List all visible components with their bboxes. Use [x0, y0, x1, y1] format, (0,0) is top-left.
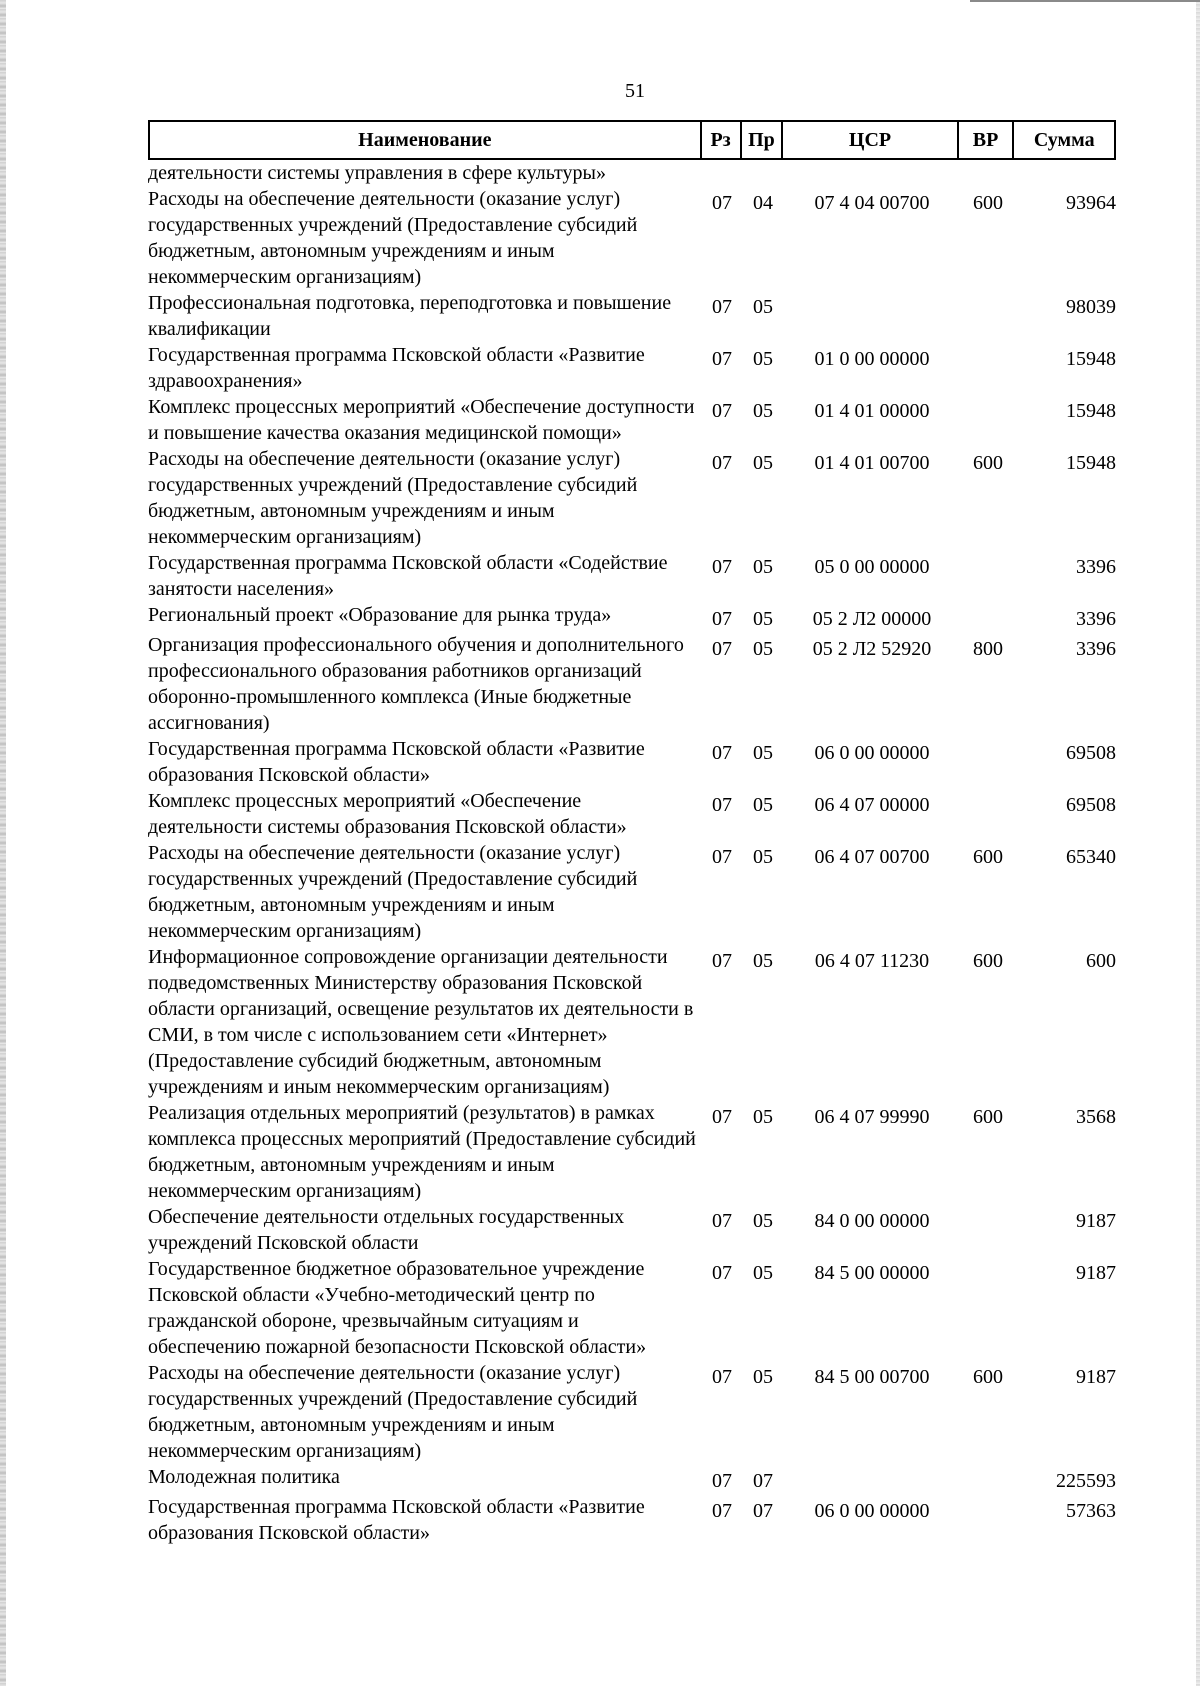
cell-vr: 600 — [973, 192, 1003, 214]
cell-name: Молодежная политика — [148, 1466, 340, 1488]
cell-vr — [960, 160, 1016, 186]
cell-vr — [960, 788, 1016, 840]
cell-pr: 05 — [753, 1366, 773, 1388]
cell-csr: 06 4 07 00000 — [814, 794, 930, 816]
cell-sum: 3396 — [1076, 556, 1116, 578]
cell-vr: 600 — [973, 950, 1003, 972]
table-header — [148, 120, 1116, 160]
cell-pr: 05 — [753, 794, 773, 816]
cell-sum: 69508 — [1066, 794, 1116, 816]
cell-name: деятельности системы управления в сфере культуры» — [148, 162, 606, 184]
cell-sum: 9187 — [1076, 1262, 1116, 1284]
cell-vr — [960, 394, 1016, 446]
cell-name: Организация профессионального обучения и дополнительного профессионального образования работников организаций оборонно-промышленного комплекса (Иные бюджетные ассигнования) — [148, 634, 684, 734]
cell-vr — [960, 1204, 1016, 1256]
table-row — [148, 550, 1116, 602]
scan-edge-left — [0, 0, 6, 1686]
cell-name: Региональный проект «Образование для рынка труда» — [148, 604, 612, 626]
cell-pr — [742, 160, 784, 186]
cell-rz: 07 — [712, 556, 732, 578]
cell-sum: 15948 — [1066, 400, 1116, 422]
header-csr: ЦСР — [783, 122, 958, 158]
cell-csr: 05 2 Л2 52920 — [812, 638, 932, 660]
cell-rz: 07 — [712, 296, 732, 318]
cell-rz: 07 — [712, 794, 732, 816]
cell-name: Расходы на обеспечение деятельности (оказание услуг) государственных учреждений (Предоставление субсидий бюджетным, автономным учреждениям и иным некоммерческим организациям) — [148, 188, 638, 288]
cell-pr: 05 — [753, 296, 773, 318]
cell-vr — [960, 1494, 1016, 1546]
table-row — [148, 1494, 1116, 1546]
cell-sum: 65340 — [1066, 846, 1116, 868]
cell-sum: 3568 — [1076, 1106, 1116, 1128]
cell-rz: 07 — [712, 348, 732, 370]
table-row — [148, 602, 1116, 632]
cell-csr: 05 2 Л2 00000 — [812, 608, 932, 630]
table-row — [148, 186, 1116, 290]
cell-name: Комплекс процессных мероприятий «Обеспечение доступности и повышение качества оказания медицинской помощи» — [148, 396, 695, 444]
cell-pr: 05 — [753, 638, 773, 660]
header-rz: Рз — [702, 122, 742, 158]
cell-sum — [1016, 160, 1116, 186]
cell-name: Реализация отдельных мероприятий (результатов) в рамках комплекса процессных мероприятий (Предоставление субсидий бюджетным, автономным учреждениям и иным некоммерческим организациям) — [148, 1102, 696, 1202]
cell-name: Расходы на обеспечение деятельности (оказание услуг) государственных учреждений (Предоставление субсидий бюджетным, автономным учреждениям и иным некоммерческим организациям) — [148, 1362, 638, 1462]
cell-vr — [960, 1464, 1016, 1494]
cell-pr: 05 — [753, 846, 773, 868]
cell-rz: 07 — [712, 400, 732, 422]
table-row — [148, 944, 1116, 1100]
cell-rz: 07 — [712, 1470, 732, 1492]
cell-vr — [960, 602, 1016, 632]
cell-rz: 07 — [712, 1366, 732, 1388]
cell-name: Расходы на обеспечение деятельности (оказание услуг) государственных учреждений (Предоставление субсидий бюджетным, автономным учреждениям и иным некоммерческим организациям) — [148, 448, 638, 548]
cell-sum: 9187 — [1076, 1210, 1116, 1232]
cell-rz: 07 — [712, 638, 732, 660]
table-row — [148, 1464, 1116, 1494]
table-body — [148, 160, 1116, 1546]
header-pr: Пр — [742, 122, 784, 158]
cell-rz: 07 — [712, 742, 732, 764]
table-row — [148, 1256, 1116, 1360]
cell-pr: 05 — [753, 1106, 773, 1128]
table-row — [148, 1360, 1116, 1464]
cell-sum: 3396 — [1076, 638, 1116, 660]
cell-rz — [702, 160, 742, 186]
cell-csr: 84 5 00 00000 — [814, 1262, 930, 1284]
cell-name: Комплекс процессных мероприятий «Обеспечение деятельности системы образования Псковской области» — [148, 790, 627, 838]
table-row — [148, 736, 1116, 788]
cell-name: Обеспечение деятельности отдельных государственных учреждений Псковской области — [148, 1206, 625, 1254]
cell-rz: 07 — [712, 846, 732, 868]
cell-pr: 05 — [753, 742, 773, 764]
scan-edge-right — [1196, 0, 1200, 1686]
cell-name: Государственная программа Псковской области «Развитие образования Псковской области» — [148, 738, 645, 786]
cell-rz: 07 — [712, 1500, 732, 1522]
cell-name: Государственная программа Псковской области «Содействие занятости населения» — [148, 552, 668, 600]
cell-csr: 01 4 01 00700 — [814, 452, 930, 474]
cell-csr: 06 0 00 00000 — [814, 1500, 930, 1522]
cell-csr — [784, 290, 960, 342]
cell-vr: 600 — [973, 452, 1003, 474]
cell-vr — [960, 290, 1016, 342]
cell-csr: 01 0 00 00000 — [814, 348, 930, 370]
cell-rz: 07 — [712, 192, 732, 214]
cell-pr: 05 — [753, 452, 773, 474]
cell-vr: 600 — [973, 846, 1003, 868]
cell-rz: 07 — [712, 1106, 732, 1128]
cell-sum: 98039 — [1066, 296, 1116, 318]
cell-csr: 06 4 07 99990 — [814, 1106, 930, 1128]
cell-csr: 06 4 07 00700 — [814, 846, 930, 868]
budget-table — [148, 120, 1116, 1546]
cell-rz: 07 — [712, 608, 732, 630]
cell-csr: 84 0 00 00000 — [814, 1210, 930, 1232]
cell-name: Информационное сопровождение организации деятельности подведомственных Министерству образования Псковской области организаций, освещение результатов их деятельности в СМИ, в том числе с использованием сети «Интернет» (Предоставление субсидий бюджетным, автономным учреждениям и иным некоммерческим организациям) — [148, 946, 694, 1098]
table-row — [148, 290, 1116, 342]
cell-name: Государственное бюджетное образовательное учреждение Псковской области «Учебно-методический центр по гражданской обороне, чрезвычайным ситуациям и обеспечению пожарной безопасности Псковской области» — [148, 1258, 647, 1358]
cell-sum: 93964 — [1066, 192, 1116, 214]
cell-rz: 07 — [712, 950, 732, 972]
table-row — [148, 1204, 1116, 1256]
table-row — [148, 1100, 1116, 1204]
cell-pr: 05 — [753, 950, 773, 972]
cell-pr: 05 — [753, 556, 773, 578]
cell-name: Государственная программа Псковской области «Развитие образования Псковской области» — [148, 1496, 645, 1544]
cell-csr — [784, 1464, 960, 1494]
cell-pr: 05 — [753, 400, 773, 422]
cell-pr: 05 — [753, 1210, 773, 1232]
table-row — [148, 394, 1116, 446]
cell-csr: 06 0 00 00000 — [814, 742, 930, 764]
table-row — [148, 342, 1116, 394]
cell-pr: 07 — [753, 1500, 773, 1522]
cell-sum: 57363 — [1066, 1500, 1116, 1522]
cell-csr: 06 4 07 11230 — [814, 950, 930, 972]
cell-vr — [960, 1256, 1016, 1360]
cell-vr — [960, 736, 1016, 788]
cell-rz: 07 — [712, 1262, 732, 1284]
page-number: 51 — [625, 80, 645, 102]
cell-vr — [960, 342, 1016, 394]
cell-pr: 05 — [753, 1262, 773, 1284]
cell-rz: 07 — [712, 1210, 732, 1232]
cell-sum: 3396 — [1076, 608, 1116, 630]
cell-pr: 07 — [753, 1470, 773, 1492]
cell-vr: 600 — [973, 1106, 1003, 1128]
cell-vr: 800 — [973, 638, 1003, 660]
cell-rz: 07 — [712, 452, 732, 474]
cell-pr: 04 — [753, 192, 773, 214]
cell-sum: 69508 — [1066, 742, 1116, 764]
cell-csr — [784, 160, 960, 186]
cell-csr: 01 4 01 00000 — [814, 400, 930, 422]
cell-csr: 07 4 04 00700 — [814, 192, 930, 214]
header-vr: ВР — [959, 122, 1015, 158]
scan-top-line — [970, 0, 1200, 2]
table-row — [148, 788, 1116, 840]
cell-pr: 05 — [753, 608, 773, 630]
cell-sum: 600 — [1086, 950, 1116, 972]
cell-sum: 225593 — [1056, 1470, 1116, 1492]
cell-name: Расходы на обеспечение деятельности (оказание услуг) государственных учреждений (Предоставление субсидий бюджетным, автономным учреждениям и иным некоммерческим организациям) — [148, 842, 638, 942]
table-row — [148, 446, 1116, 550]
cell-sum: 15948 — [1066, 348, 1116, 370]
table-row — [148, 632, 1116, 736]
cell-sum: 9187 — [1076, 1366, 1116, 1388]
cell-csr: 05 0 00 00000 — [814, 556, 930, 578]
cell-vr — [960, 550, 1016, 602]
cell-pr: 05 — [753, 348, 773, 370]
table-row — [148, 840, 1116, 944]
cell-name: Государственная программа Псковской области «Развитие здравоохранения» — [148, 344, 645, 392]
header-sum: Сумма — [1033, 128, 1095, 151]
cell-name: Профессиональная подготовка, переподготовка и повышение квалификации — [148, 292, 672, 340]
cell-vr: 600 — [973, 1366, 1003, 1388]
cell-csr: 84 5 00 00700 — [814, 1366, 930, 1388]
header-name: Наименование — [150, 122, 702, 158]
table-row — [148, 160, 1116, 186]
cell-sum: 15948 — [1066, 452, 1116, 474]
